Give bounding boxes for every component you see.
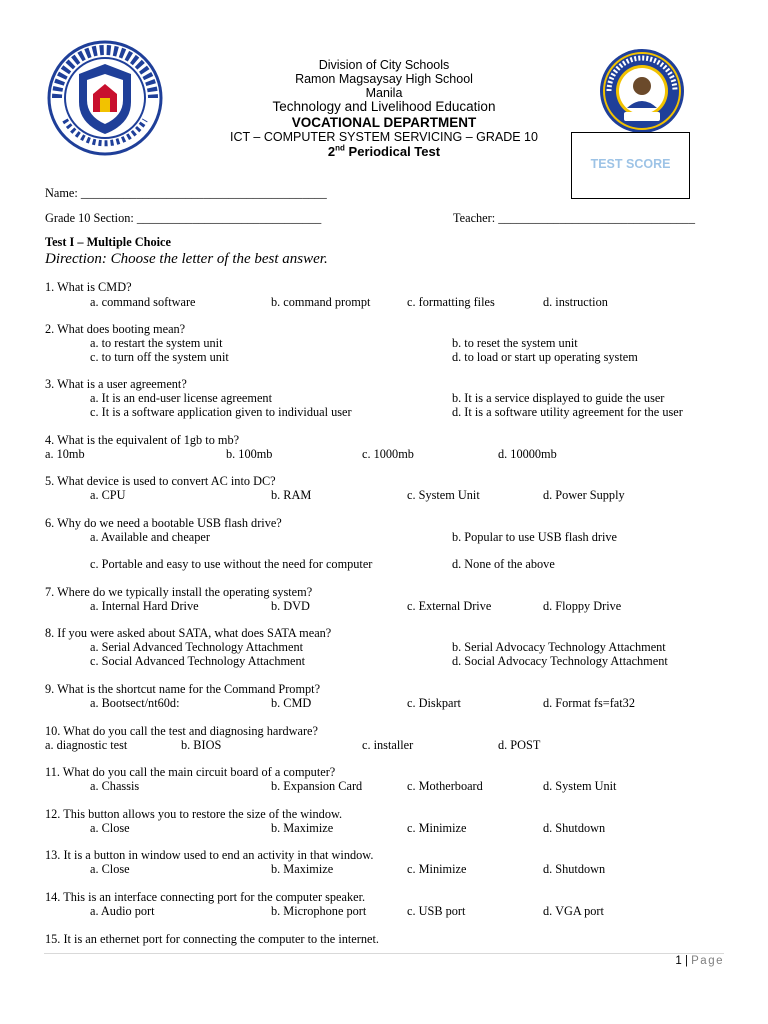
option-5c: c. System Unit — [407, 488, 480, 502]
option-3a: a. It is an end-user license agreement — [90, 391, 272, 405]
option-11c: c. Motherboard — [407, 779, 483, 793]
option-10b: b. BIOS — [181, 738, 222, 752]
page-number: 1 | Page — [675, 955, 724, 967]
question-5: 5. What device is used to convert AC into DC? — [45, 474, 276, 488]
option-3c: c. It is a software application given to individual user — [90, 405, 352, 419]
option-5b: b. RAM — [271, 488, 312, 502]
option-5a: a. CPU — [90, 488, 126, 502]
option-12a: a. Close — [90, 821, 130, 835]
option-13d: d. Shutdown — [543, 862, 606, 876]
option-3d: d. It is a software utility agreement for the user — [452, 405, 683, 419]
test-title: 2nd Periodical Test — [327, 143, 441, 159]
option-14b: b. Microphone port — [271, 904, 367, 918]
question-8: 8. If you were asked about SATA, what does SATA mean? — [45, 626, 332, 640]
option-4a: a. 10mb — [45, 447, 85, 461]
test-score-box[interactable] — [571, 132, 690, 199]
option-8d: d. Social Advocacy Technology Attachment — [452, 654, 668, 668]
footer-divider — [44, 953, 724, 954]
option-4b: b. 100mb — [226, 447, 273, 461]
teacher-field[interactable]: Teacher: ________________________________ — [453, 211, 695, 225]
option-8b: b. Serial Advocacy Technology Attachment — [452, 640, 666, 654]
option-2d: d. to load or start up operating system — [452, 350, 638, 364]
option-14c: c. USB port — [407, 904, 466, 918]
option-6c: c. Portable and easy to use without the need for computer — [90, 557, 373, 571]
option-13a: a. Close — [90, 862, 130, 876]
section-field[interactable]: Grade 10 Section: ______________________________ — [45, 211, 322, 225]
option-9b: b. CMD — [271, 696, 312, 710]
question-10: 10. What do you call the test and diagnosing hardware? — [45, 724, 318, 738]
division-line: Division of City Schools — [318, 58, 450, 72]
city-line: Manila — [365, 86, 403, 100]
question-11: 11. What do you call the main circuit board of a computer? — [45, 765, 336, 779]
option-4c: c. 1000mb — [362, 447, 414, 461]
option-11d: d. System Unit — [543, 779, 617, 793]
test-score-label: TEST SCORE — [590, 157, 671, 171]
question-4: 4. What is the equivalent of 1gb to mb? — [45, 433, 240, 447]
option-6a: a. Available and cheaper — [90, 530, 210, 544]
option-12d: d. Shutdown — [543, 821, 606, 835]
question-9: 9. What is the shortcut name for the Command Prompt? — [45, 682, 321, 696]
school-name: Ramon Magsaysay High School — [295, 72, 473, 86]
option-14d: d. VGA port — [543, 904, 604, 918]
question-1: 1. What is CMD? — [45, 280, 132, 294]
option-2a: a. to restart the system unit — [90, 336, 223, 350]
question-13: 13. It is a button in window used to end an activity in that window. — [45, 848, 374, 862]
name-field[interactable]: Name: ________________________________________ — [45, 186, 327, 200]
option-14a: a. Audio port — [90, 904, 155, 918]
option-3b: b. It is a service displayed to guide the user — [452, 391, 665, 405]
option-4d: d. 10000mb — [498, 447, 557, 461]
option-7d: d. Floppy Drive — [543, 599, 622, 613]
course-line: ICT – COMPUTER SYSTEM SERVICING – GRADE 10 — [230, 130, 538, 144]
department-title: VOCATIONAL DEPARTMENT — [291, 115, 477, 130]
option-1a: a. command software — [90, 295, 196, 309]
subject-line: Technology and Livelihood Education — [272, 99, 496, 114]
option-2b: b. to reset the system unit — [452, 336, 578, 350]
option-12b: b. Maximize — [271, 821, 334, 835]
option-6d: d. None of the above — [452, 557, 555, 571]
option-1d: d. instruction — [543, 295, 608, 309]
question-2: 2. What does booting mean? — [45, 322, 186, 336]
option-2c: c. to turn off the system unit — [90, 350, 229, 364]
question-6: 6. Why do we need a bootable USB flash drive? — [45, 516, 282, 530]
option-10c: c. installer — [362, 738, 414, 752]
option-12c: c. Minimize — [407, 821, 467, 835]
option-7a: a. Internal Hard Drive — [90, 599, 199, 613]
option-6b: b. Popular to use USB flash drive — [452, 530, 617, 544]
option-9c: c. Diskpart — [407, 696, 461, 710]
option-10a: a. diagnostic test — [45, 738, 128, 752]
option-7b: b. DVD — [271, 599, 310, 613]
direction-text: Direction: Choose the letter of the best answer. — [45, 251, 328, 267]
option-13c: c. Minimize — [407, 862, 467, 876]
option-8a: a. Serial Advanced Technology Attachment — [90, 640, 304, 654]
question-3: 3. What is a user agreement? — [45, 377, 187, 391]
option-1c: c. formatting files — [407, 295, 495, 309]
option-8c: c. Social Advanced Technology Attachment — [90, 654, 306, 668]
question-12: 12. This button allows you to restore the size of the window. — [45, 807, 343, 821]
option-11a: a. Chassis — [90, 779, 140, 793]
question-14: 14. This is an interface connecting port for the computer speaker. — [45, 890, 366, 904]
option-7c: c. External Drive — [407, 599, 492, 613]
option-9a: a. Bootsect/nt60d: — [90, 696, 180, 710]
option-10d: d. POST — [498, 738, 541, 752]
test-section-title: Test I – Multiple Choice — [45, 235, 171, 249]
option-5d: d. Power Supply — [543, 488, 625, 502]
question-15: 15. It is an ethernet port for connecting the computer to the internet. — [45, 932, 379, 946]
option-1b: b. command prompt — [271, 295, 371, 309]
option-13b: b. Maximize — [271, 862, 334, 876]
question-7: 7. Where do we typically install the operating system? — [45, 585, 313, 599]
option-9d: d. Format fs=fat32 — [543, 696, 635, 710]
option-11b: b. Expansion Card — [271, 779, 363, 793]
